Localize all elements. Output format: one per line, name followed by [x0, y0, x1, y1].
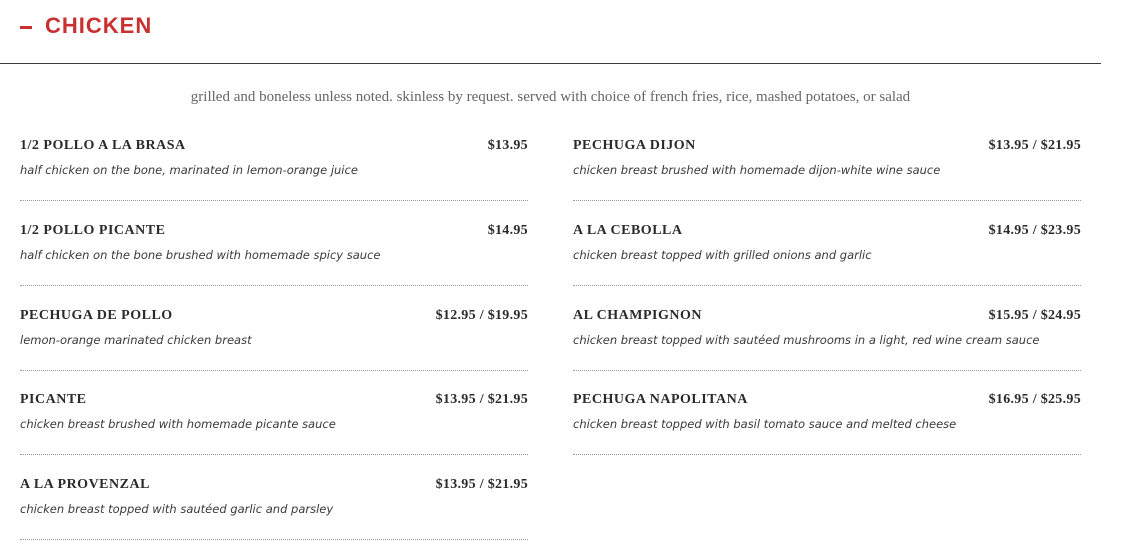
menu-item-price: $13.95 / $21.95 — [435, 477, 528, 492]
section-divider — [0, 63, 1101, 64]
menu-item-description: half chicken on the bone, marinated in lemon-orange juice — [20, 163, 358, 177]
menu-item — [20, 475, 528, 560]
menu-item-price: $13.95 — [487, 138, 528, 153]
menu-item — [573, 390, 1081, 475]
menu-item-price: $16.95 / $25.95 — [988, 392, 1081, 408]
item-divider — [573, 454, 1081, 455]
menu-item-name: PECHUGA DE POLLO — [20, 307, 173, 323]
item-divider — [20, 200, 528, 201]
menu-item — [20, 136, 528, 221]
menu-item — [20, 306, 528, 391]
menu-item-description: chicken breast topped with grilled onions and garlic — [573, 247, 872, 262]
menu-item-price: $13.95 / $21.95 — [435, 392, 528, 408]
menu-column-left — [20, 136, 528, 560]
menu-item-price: $15.95 / $24.95 — [988, 307, 1081, 323]
menu-item — [573, 136, 1081, 221]
menu-item-price: $14.95 — [487, 222, 528, 238]
menu-item-name: PECHUGA NAPOLITANA — [573, 392, 748, 408]
menu-item-name: PICANTE — [20, 392, 87, 408]
item-divider — [20, 285, 528, 286]
menu-item-name: A LA CEBOLLA — [573, 222, 683, 238]
menu-item — [573, 306, 1081, 391]
section-toggle-chicken[interactable] — [20, 11, 152, 41]
collapse-minus-icon[interactable] — [20, 26, 32, 29]
menu-item-price: $13.95 / $21.95 — [988, 138, 1081, 153]
menu-item-description: lemon-orange marinated chicken breast — [20, 332, 252, 347]
menu-item-name: PECHUGA DIJON — [573, 138, 696, 153]
menu-item-description: chicken breast topped with basil tomato sauce and melted cheese — [573, 417, 957, 432]
menu-item-description: chicken breast brushed with homemade dijon-white wine sauce — [573, 163, 941, 177]
menu-column-right — [573, 136, 1081, 475]
menu-item-name: AL CHAMPIGNON — [573, 307, 702, 323]
item-divider — [573, 285, 1081, 286]
menu-item-price: $14.95 / $23.95 — [988, 222, 1081, 238]
item-divider — [20, 454, 528, 455]
item-divider — [20, 539, 528, 540]
menu-item-description: chicken breast brushed with homemade picante sauce — [20, 417, 336, 432]
menu-item-price: $12.95 / $19.95 — [435, 307, 528, 323]
item-divider — [20, 370, 528, 371]
section-title: CHICKEN — [45, 13, 153, 38]
menu-item-name: A LA PROVENZAL — [20, 477, 150, 492]
menu-item-name: 1/2 POLLO PICANTE — [20, 222, 166, 238]
menu-item-description: chicken breast topped with sautéed garlic and parsley — [20, 502, 334, 516]
menu-item — [20, 221, 528, 306]
menu-item-description: chicken breast topped with sautéed mushrooms in a light, red wine cream sauce — [573, 332, 1040, 347]
section-subtitle: grilled and boneless unless noted. skinless by request. served with choice of french fries, rice, mashed potatoes, or salad — [190, 89, 911, 105]
menu-item-description: half chicken on the bone brushed with homemade spicy sauce — [20, 247, 381, 262]
menu-item — [20, 390, 528, 475]
item-divider — [573, 200, 1081, 201]
menu-item — [573, 221, 1081, 306]
menu-item-name: 1/2 POLLO A LA BRASA — [20, 138, 186, 153]
item-divider — [573, 370, 1081, 371]
